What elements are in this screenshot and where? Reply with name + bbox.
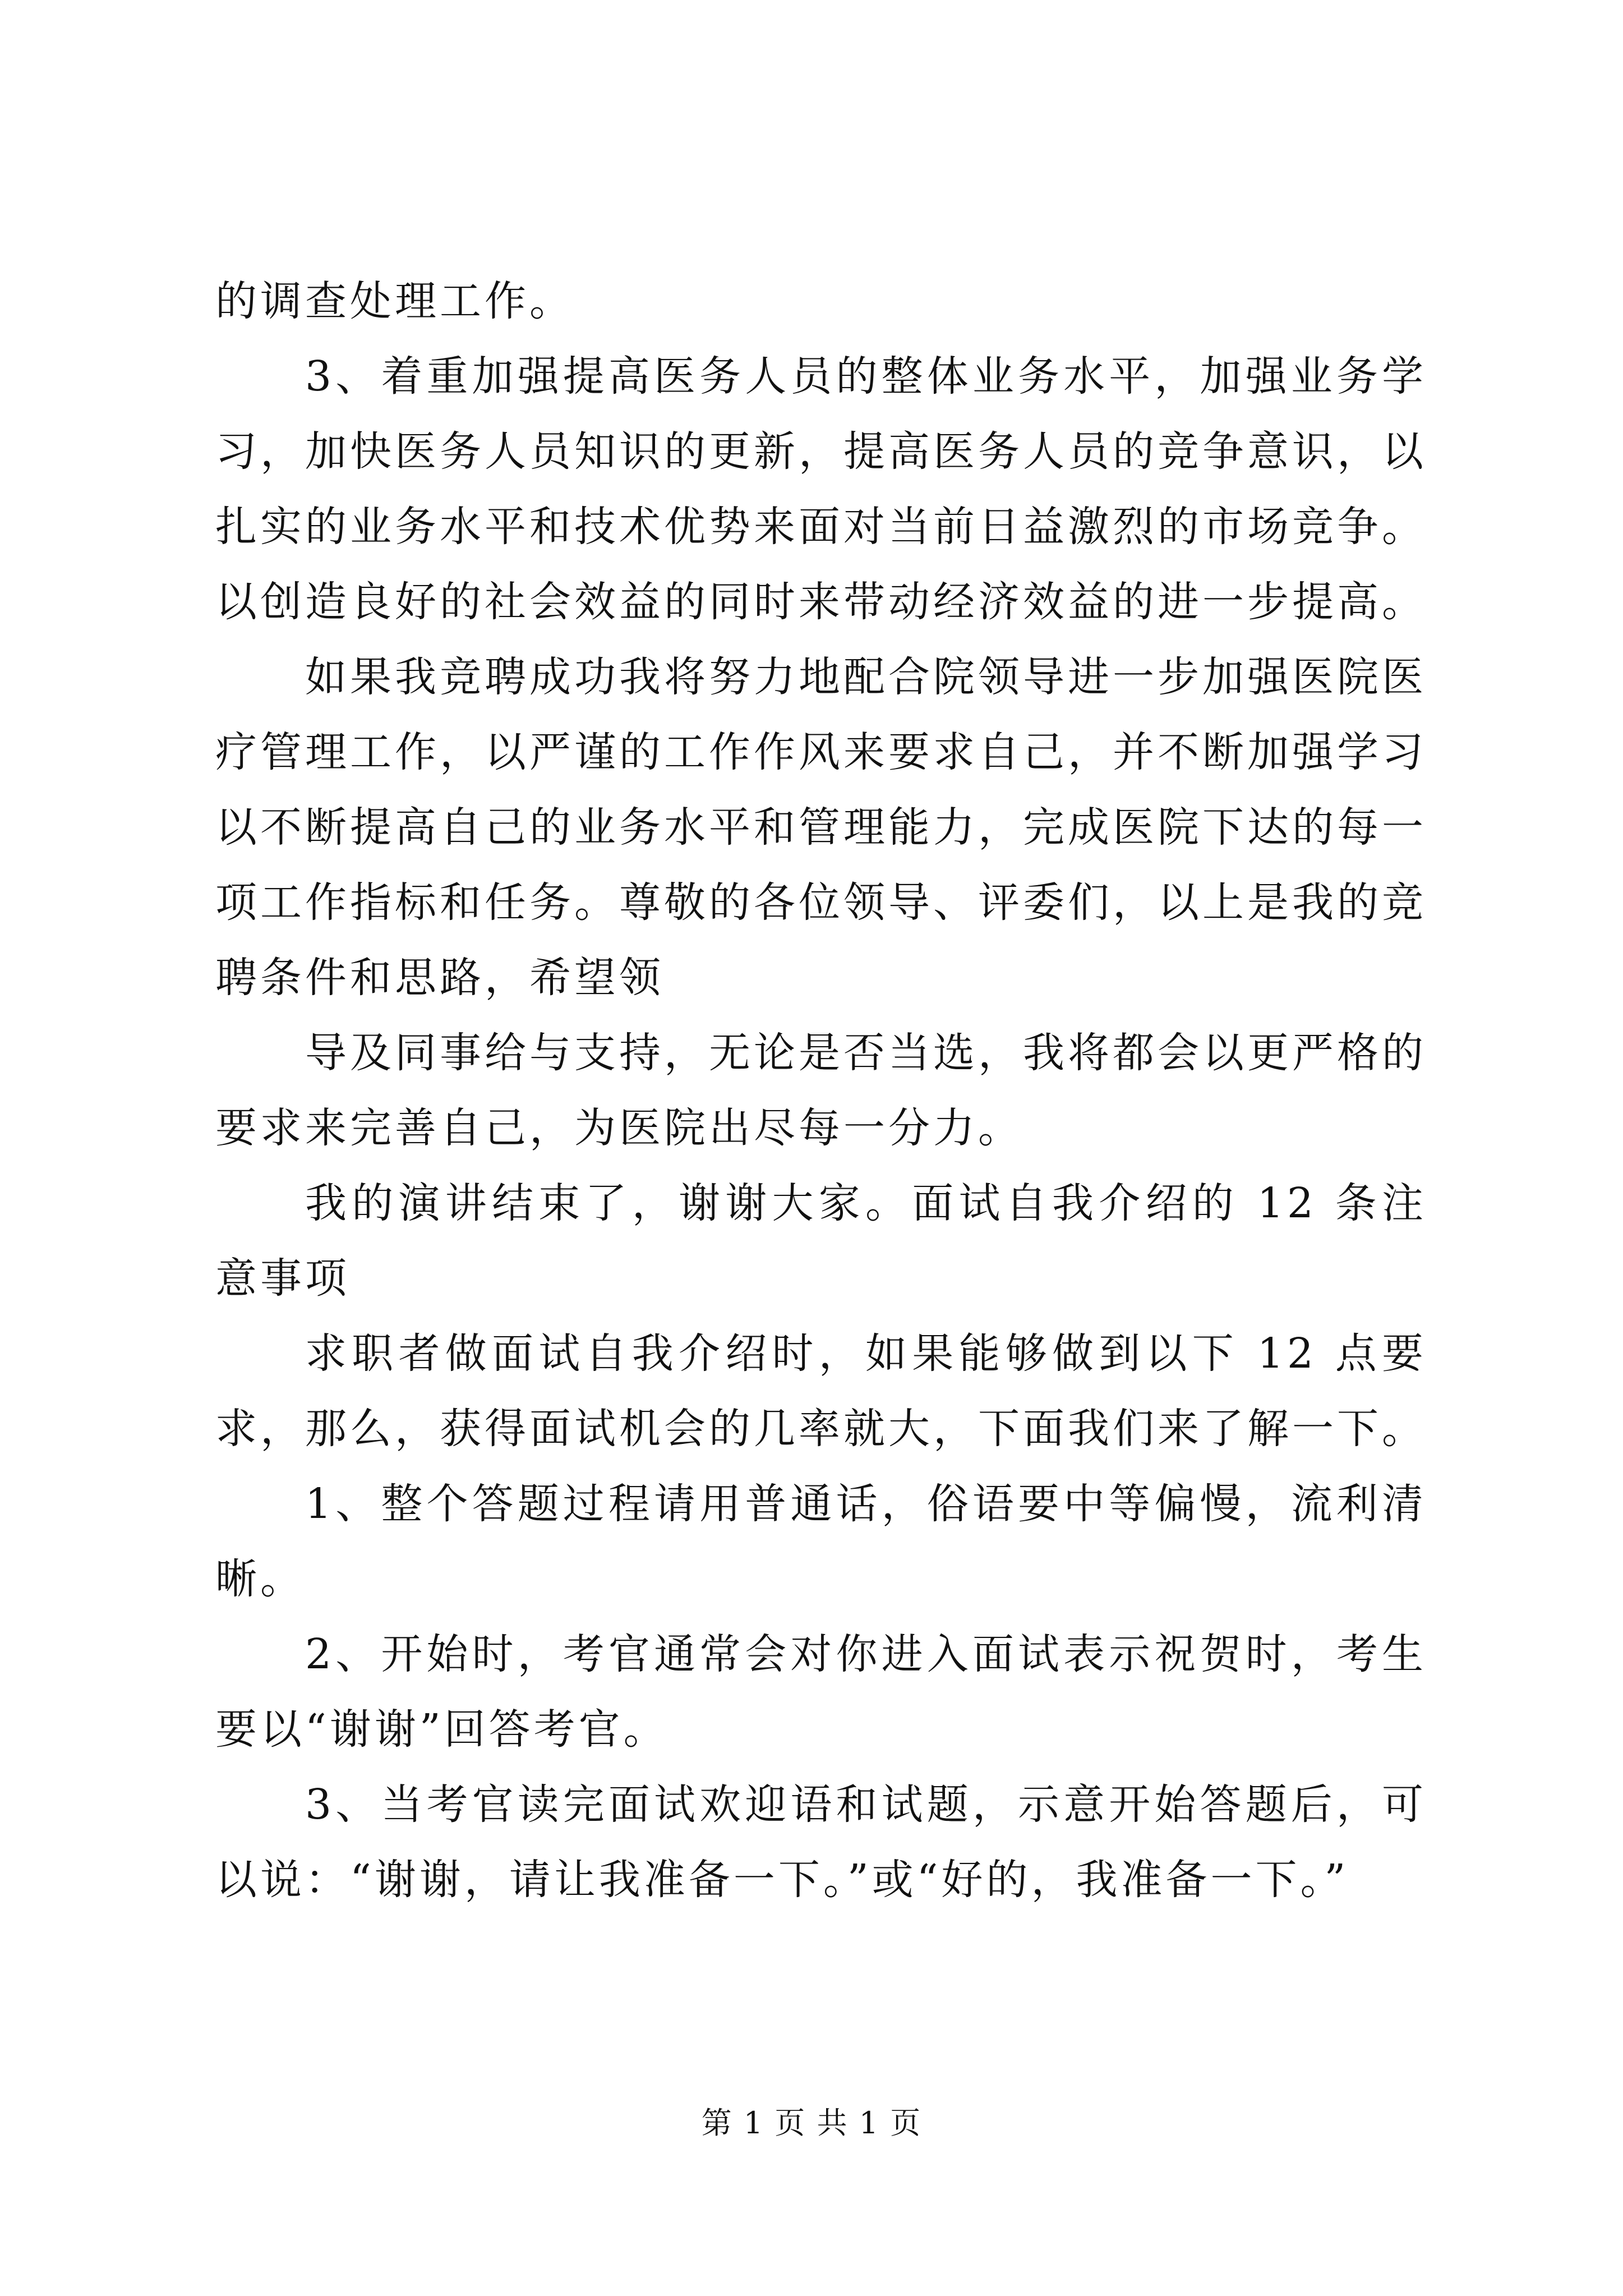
paragraph-4: 导及同事给与支持，无论是否当选，我将都会以更严格的要求来完善自己，为医院出尽每一分力。 [215,1029,1427,1152]
paragraph-2: 3、着重加强提高医务人员的整体业务水平，加强业务学习，加快医务人员知识的更新，提高医务人员的竞争意识，以扎实的业务水平和技术优势来面对当前日益激烈的市场竞争。以创造良好的社会效益的同时来带动经济效益的进一步提高。 [215,352,1427,626]
paragraph-6: 求职者做面试自我介绍时，如果能够做到以下 12 点要求，那么，获得面试机会的几率就大，下面我们来了解一下。 [215,1329,1427,1453]
document-body [215,264,1427,1917]
paragraph-5: 我的演讲结束了，谢谢大家。面试自我介绍的 12 条注意事项 [215,1179,1427,1303]
paragraph-8: 2、开始时，考官通常会对你进入面试表示祝贺时，考生要以“谢谢”回答考官。 [215,1630,1427,1754]
paragraph-3: 如果我竞聘成功我将努力地配合院领导进一步加强医院医疗管理工作，以严谨的工作作风来要求自己，并不断加强学习以不断提高自己的业务水平和管理能力，完成医院下达的每一项工作指标和任务。尊敬的各位领导、评委们，以上是我的竞聘条件和思路，希望领 [215,653,1427,1002]
page-footer: 第 1 页 共 1 页 [701,2105,922,2141]
paragraph-1: 的调查处理工作。 [215,277,574,325]
paragraph-7: 1、整个答题过程请用普通话，俗语要中等偏慢，流利清晰。 [215,1480,1427,1603]
paragraph-9: 3、当考官读完面试欢迎语和试题，示意开始答题后，可以说：“谢谢，请让我准备一下。”或“好的，我准备一下。” [215,1780,1427,1904]
